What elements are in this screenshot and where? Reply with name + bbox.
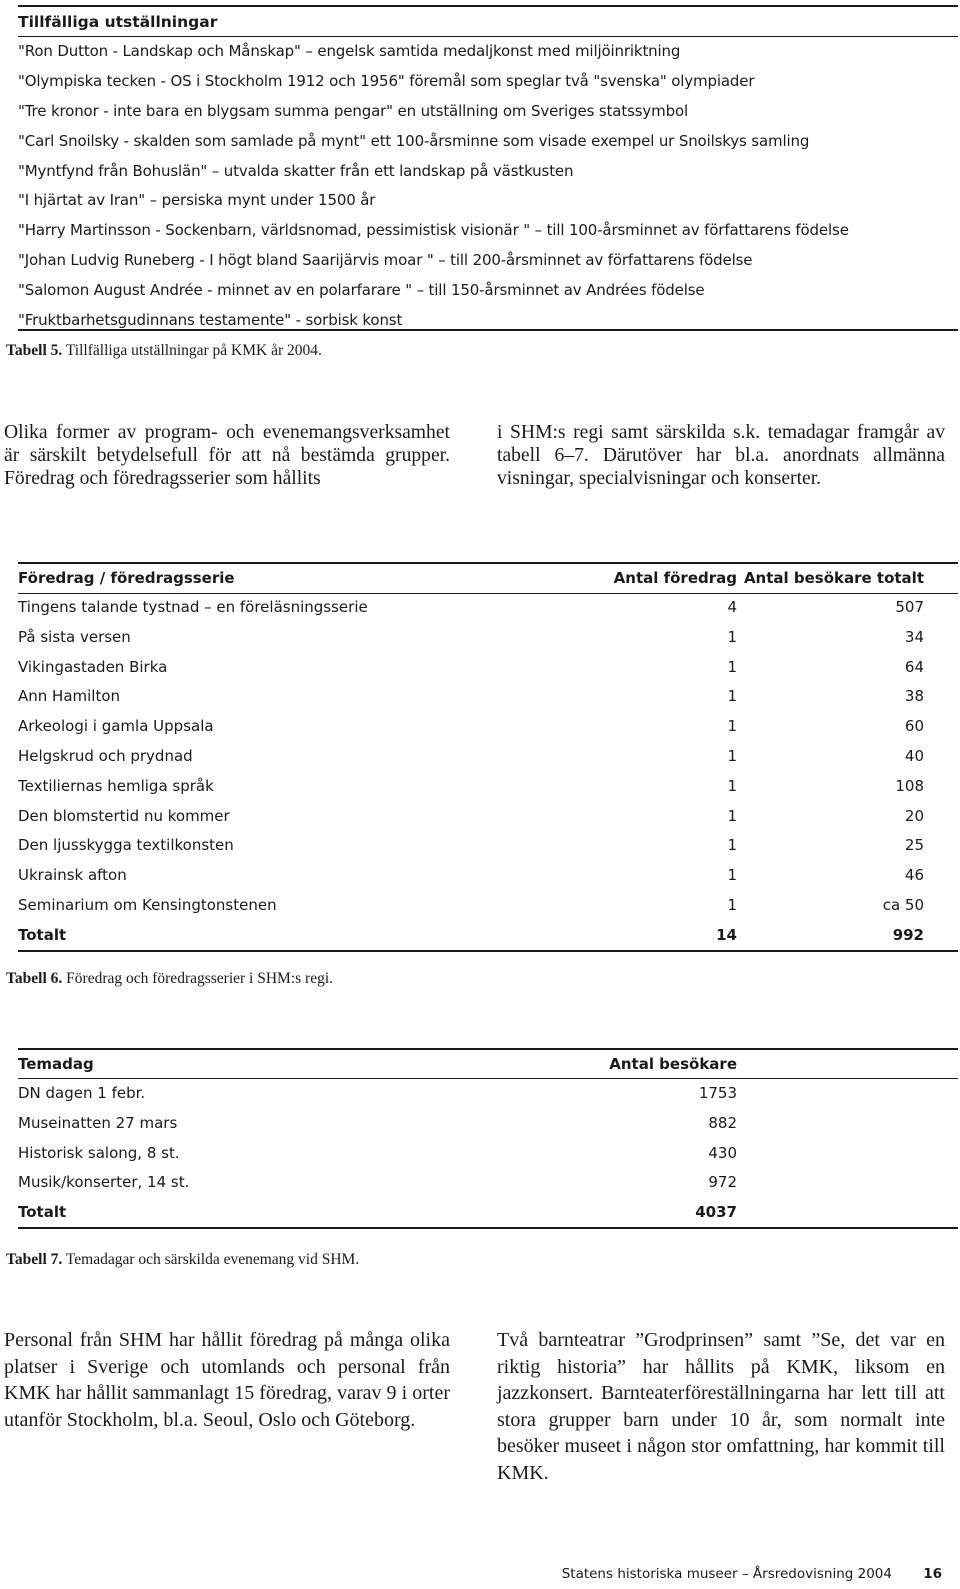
table7-caption-label: Tabell 7.	[6, 1251, 63, 1268]
table6-row	[18, 802, 958, 832]
table6-cell-count: 1	[727, 806, 737, 825]
table6-cell-count: 1	[727, 746, 737, 765]
table6-col-title: Föredrag / föredragsserie	[18, 569, 235, 587]
table6-cell-visitors: 38	[904, 687, 924, 706]
table6-row	[18, 712, 958, 742]
table7-caption	[6, 1251, 359, 1269]
table5-bottom-rule	[18, 329, 958, 331]
table6-cell-count: 1	[727, 866, 737, 885]
table7-cell-visitors: 1753	[698, 1084, 737, 1102]
table5-row: "Johan Ludvig Runeberg - I högt bland Saarijärvis moar " – till 200-årsminnet av författarens födelse	[18, 251, 753, 270]
table6-cell-title: Vikingastaden Birka	[18, 657, 168, 676]
table7-caption-text: Temadagar och särskilda evenemang vid SHM.	[62, 1251, 360, 1268]
table5-row: "Ron Dutton - Landskap och Månskap" – engelsk samtida medaljkonst med miljöinriktning	[18, 42, 681, 60]
table5	[18, 7, 958, 336]
table6-cell-title: Tingens talande tystnad – en föreläsningsserie	[18, 598, 368, 616]
table6-cell-title: Arkeologi i gamla Uppsala	[18, 717, 214, 736]
table6-header-row	[18, 563, 958, 593]
table6-cell-title: Helgskrud och prydnad	[18, 746, 193, 765]
table7-cell-theme: Musik/konserter, 14 st.	[18, 1173, 190, 1192]
table7-total-row	[18, 1198, 958, 1228]
table6-cell-count: 1	[727, 895, 737, 914]
table7-row	[18, 1109, 958, 1139]
table6-cell-title: Seminarium om Kensingtonstenen	[18, 895, 277, 914]
table6-body	[18, 593, 958, 921]
table5-row: "Myntfynd från Bohuslän" – utvalda skatter från ett landskap på västkusten	[18, 161, 574, 180]
table6-col-count: Antal föredrag	[613, 569, 737, 587]
table5-row: "Carl Snoilsky - skalden som samlade på mynt" ett 100-årsminne som visade exempel ur Snoilskys samling	[18, 131, 810, 150]
para1-right: i SHM:s regi samt särskilda s.k. temadagar framgår av tabell 6–7. Därutöver har bl.a. anordnats allmänna visningar, specialvisningar och konserter.	[497, 422, 945, 489]
table6-cell-title: Ukrainsk afton	[18, 866, 127, 885]
table6-cell-count: 1	[727, 836, 737, 855]
table6-cell-visitors: 20	[904, 806, 924, 825]
table6-cell-count: 1	[727, 687, 737, 706]
table6-row	[18, 653, 958, 683]
table6-cell-title: Den ljusskygga textilkonsten	[18, 836, 234, 855]
table7-cell-theme: Museinatten 27 mars	[18, 1113, 178, 1132]
table7-cell-theme: DN dagen 1 febr.	[18, 1084, 146, 1102]
table6-caption-text: Föredrag och föredragsserier i SHM:s regi.	[62, 970, 334, 987]
table7-bottom-rule	[18, 1227, 958, 1229]
table6-row	[18, 623, 958, 653]
table6-cell-count: 1	[727, 717, 737, 736]
table5-row: "I hjärtat av Iran" – persiska mynt under 1500 år	[18, 191, 376, 210]
table6-total-count: 14	[716, 925, 737, 944]
table6-col-visitors: Antal besökare totalt	[743, 569, 924, 587]
para2-left: Personal från SHM har hållit föredrag på många olika platser i Sverige och utomlands och personal från KMK har hållit sammanlagt 15 föredrag, varav 9 i orter utanför Stockholm, bl.a. Seoul, Oslo och Göteborg.	[4, 1329, 450, 1431]
table6-header-rule	[18, 593, 958, 594]
table5-row: "Harry Martinsson - Sockenbarn, världsnomad, pessimistisk visionär " – till 100-årsminnet av författarens födelse	[18, 221, 849, 240]
table7-col-theme: Temadag	[18, 1055, 94, 1073]
table5-body	[18, 37, 958, 336]
table6-cell-visitors: 60	[904, 717, 924, 736]
table6-cell-title: Den blomstertid nu kommer	[18, 806, 230, 825]
table7-col-visitors: Antal besökare	[609, 1055, 737, 1073]
table5-caption-text: Tillfälliga utställningar på KMK år 2004.	[62, 342, 322, 359]
table6-row	[18, 861, 958, 891]
table5-caption-label: Tabell 5.	[6, 342, 63, 359]
table7-body	[18, 1079, 958, 1198]
table6-cell-title: Ann Hamilton	[18, 687, 121, 706]
table6-row	[18, 742, 958, 772]
table6-cell-title: På sista versen	[18, 627, 131, 646]
table7-row	[18, 1139, 958, 1169]
table7-header-rule	[18, 1078, 958, 1079]
table6-caption	[6, 970, 333, 988]
table6-bottom-rule	[18, 950, 958, 952]
table7	[18, 1049, 958, 1228]
table6-total-visitors: 992	[892, 925, 924, 944]
table6-total-label: Totalt	[18, 925, 67, 944]
table7-cell-visitors: 430	[708, 1143, 737, 1162]
table6-cell-visitors: 34	[904, 627, 924, 646]
table5-row: "Olympiska tecken - OS i Stockholm 1912 och 1956" föremål som speglar två "svenska" olympiader	[18, 71, 755, 90]
table6-cell-visitors: 25	[904, 836, 924, 855]
table5-row: "Salomon August Andrée - minnet av en polarfarare " – till 150-årsminnet av Andrées födelse	[18, 281, 705, 300]
table6-row	[18, 682, 958, 712]
table7-cell-theme: Historisk salong, 8 st.	[18, 1143, 180, 1162]
table6-cell-visitors: 507	[895, 598, 924, 616]
table6-row	[18, 891, 958, 921]
table6-cell-visitors: ca 50	[882, 895, 924, 914]
table6-cell-count: 4	[727, 598, 737, 616]
table7-header-row	[18, 1049, 958, 1079]
table7-cell-visitors: 882	[708, 1113, 737, 1132]
table7-total-label: Totalt	[18, 1203, 67, 1222]
para2-right: Två barnteatrar ”Grodprinsen” samt ”Se, det var en riktig historia” har hållits på KMK, liksom en jazzkonsert. Barnteaterföreställningarna har lett till att stora grupper barn under 10 år, som normalt inte besöker museet i någon stor omfattning, har kommit till KMK.	[497, 1329, 945, 1484]
table7-row	[18, 1079, 958, 1109]
table7-total-visitors: 4037	[695, 1203, 737, 1222]
page-number: 16	[923, 1566, 942, 1582]
table6-cell-count: 1	[727, 776, 737, 795]
table6-cell-count: 1	[727, 657, 737, 676]
para1-left: Olika former av program- och evenemangsverksamhet är särskilt betydelsefull för att nå bestämda grupper. Föredrag och föredragsserier som hållits	[4, 422, 450, 489]
footer-text: Statens historiska museer – Årsredovisning 2004	[561, 1566, 892, 1582]
table5-caption	[6, 342, 322, 360]
table6-cell-visitors: 108	[895, 776, 924, 795]
table6-row	[18, 831, 958, 861]
table5-header: Tillfälliga utställningar	[18, 13, 218, 31]
table6-cell-visitors: 46	[904, 866, 924, 885]
table6-caption-label: Tabell 6.	[6, 970, 63, 987]
table6-cell-visitors: 40	[904, 746, 924, 765]
table6	[18, 563, 958, 951]
table7-cell-visitors: 972	[708, 1173, 737, 1192]
table6-cell-count: 1	[727, 627, 737, 646]
table5-header-rule	[18, 36, 958, 37]
table6-cell-title: Textiliernas hemliga språk	[18, 776, 214, 795]
table6-row	[18, 593, 958, 623]
table5-row: "Tre kronor - inte bara en blygsam summa pengar" en utställning om Sveriges statssymbol	[18, 101, 689, 120]
table5-row: "Fruktbarhetsgudinnans testamente" - sorbisk konst	[18, 311, 403, 330]
table6-row	[18, 772, 958, 802]
table7-row	[18, 1168, 958, 1198]
table6-cell-visitors: 64	[904, 657, 924, 676]
table6-total-row	[18, 921, 958, 951]
